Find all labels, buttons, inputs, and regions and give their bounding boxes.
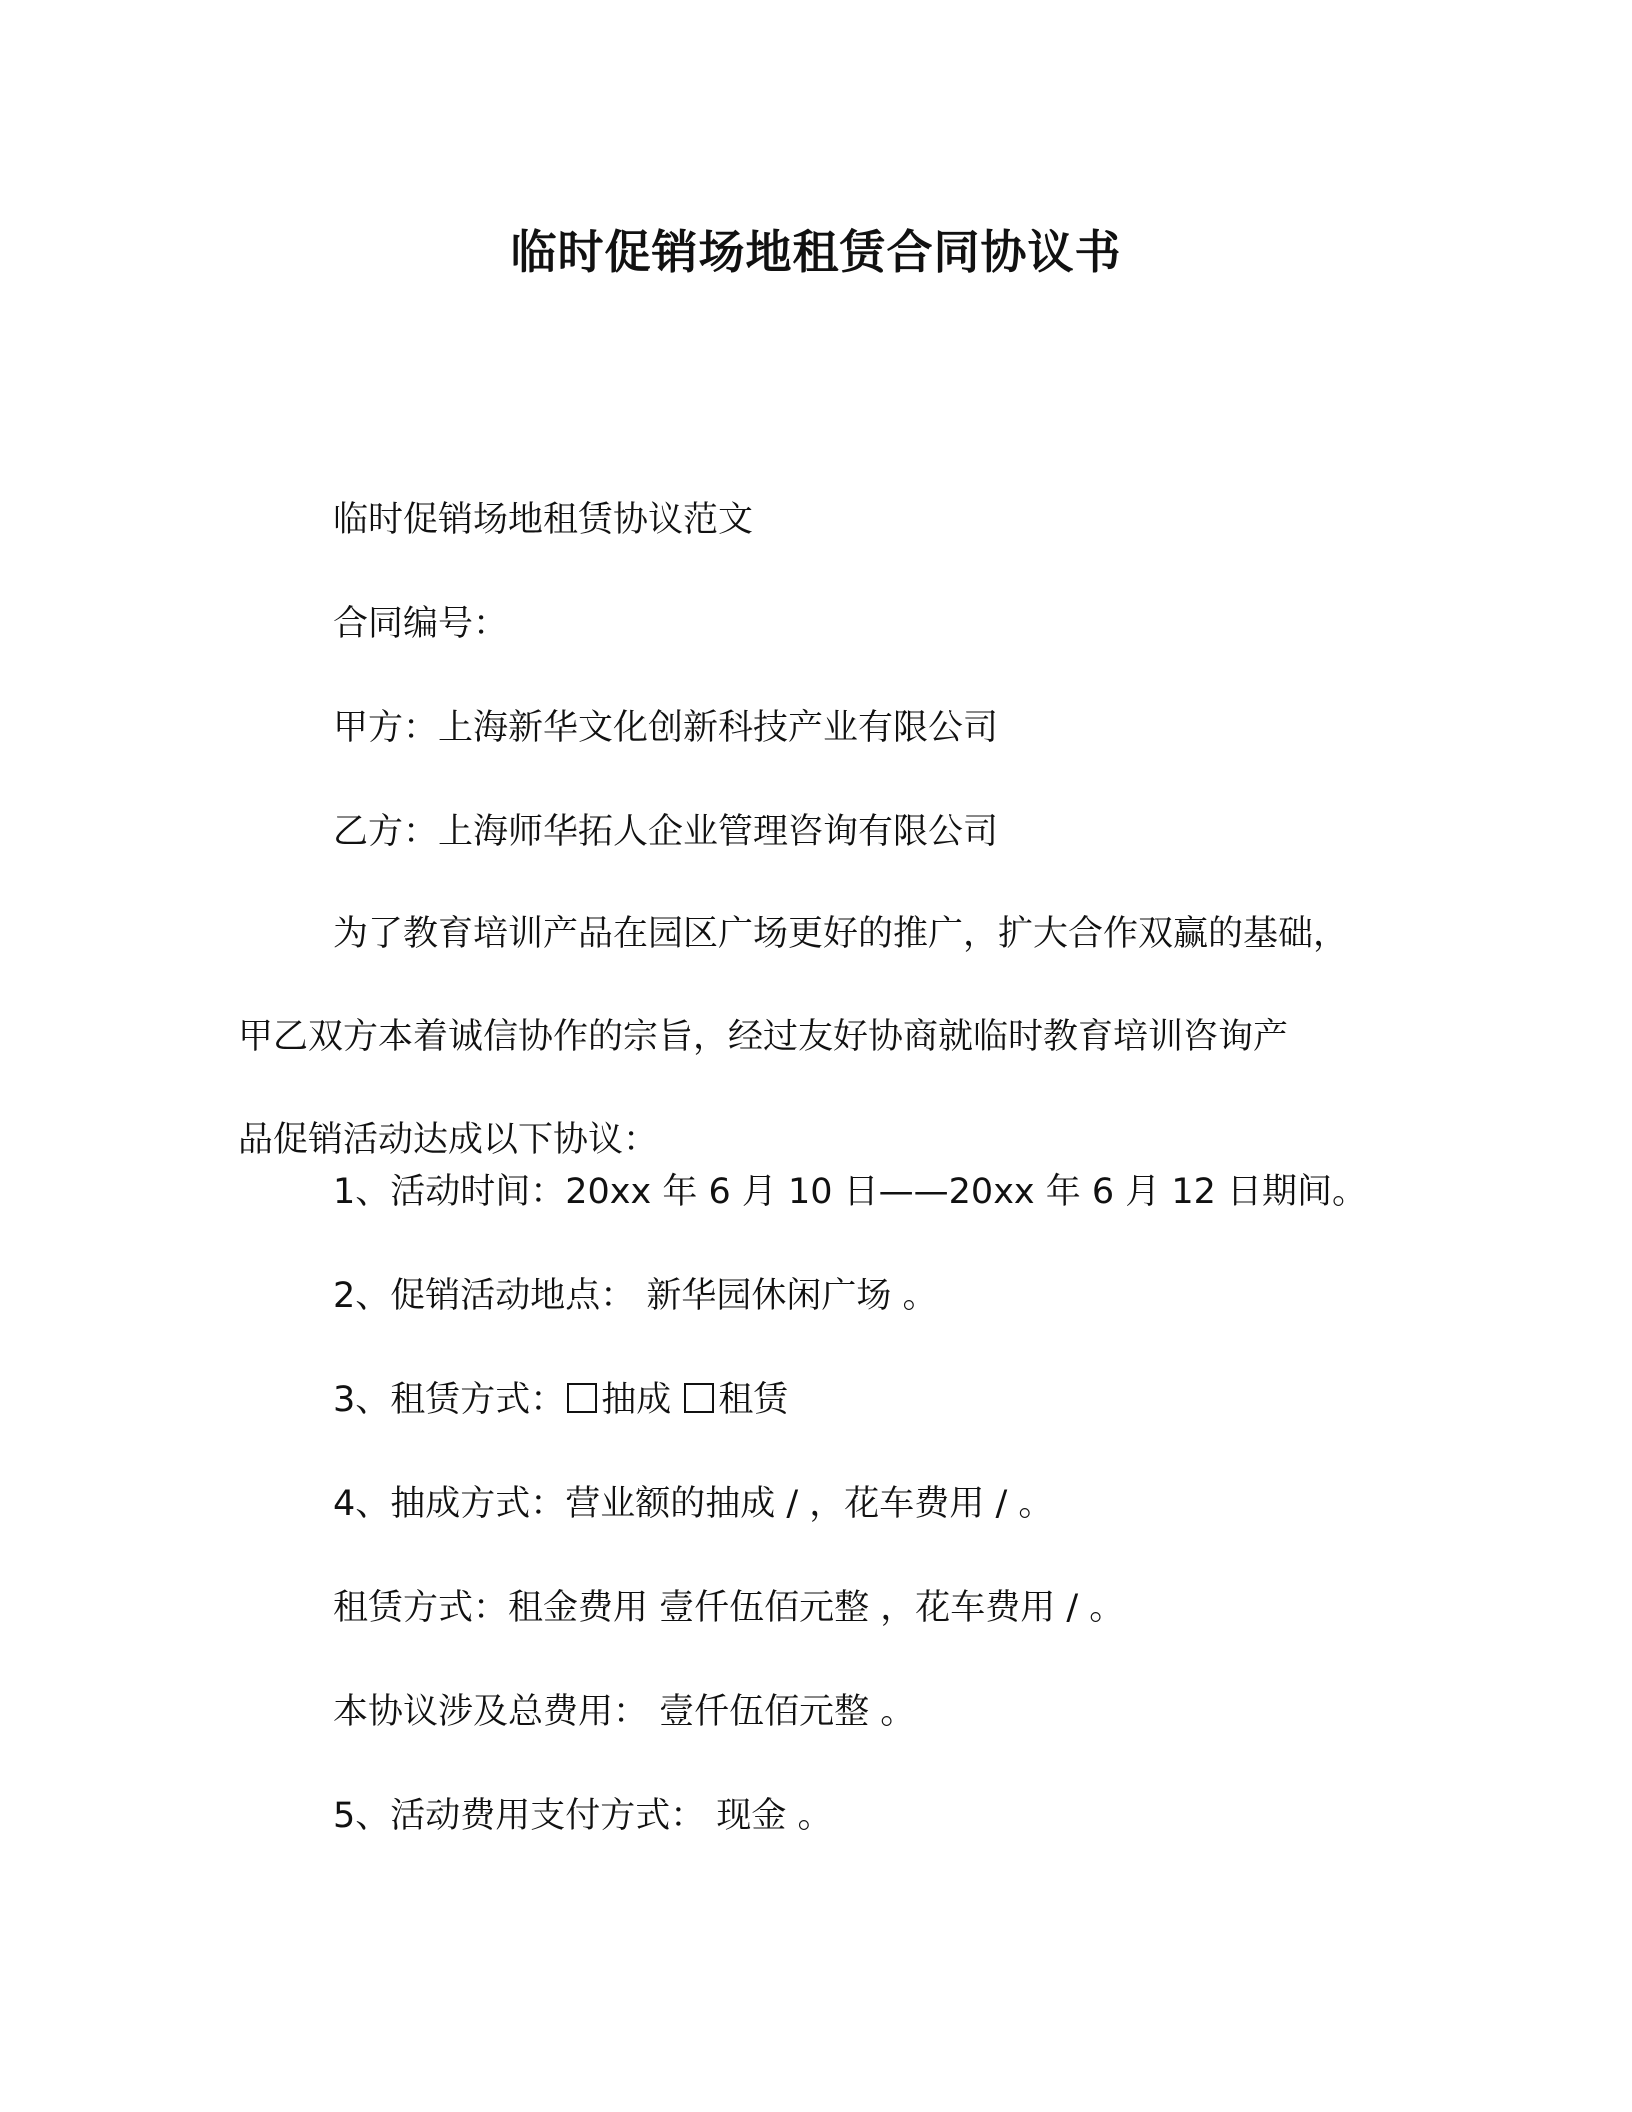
lease-checkbox[interactable] [684,1383,714,1413]
intro-line: 甲乙双方本着诚信协作的宗旨，经过友好协商就临时教育培训咨询产 [238,1017,1289,1057]
clause-lease-method [333,1376,788,1424]
clause-location: 2、促销活动地点： 新华园休闲广场 。 [333,1276,938,1316]
intro-line: 为了教育培训产品在园区广场更好的推广，扩大合作双赢的基础， [333,914,1349,954]
party-a: 甲方：上海新华文化创新科技产业有限公司 [333,708,999,748]
total-fee-line: 本协议涉及总费用： 壹仟伍佰元整 。 [333,1692,916,1732]
intro-paragraph [238,910,1418,1164]
commission-option-label: 抽成 [601,1380,683,1420]
document-title: 临时促销场地租赁合同协议书 [510,225,1122,279]
lease-option-label: 租赁 [718,1380,789,1420]
contract-number-label: 合同编号： [333,604,509,644]
clause-activity-time: 1、活动时间：20xx 年 6 月 10 日——20xx 年 6 月 12 日期间。 [333,1172,1368,1212]
lease-method-label: 3、租赁方式： [333,1380,566,1420]
document-subtitle: 临时促销场地租赁协议范文 [333,500,754,540]
lease-fee-line: 租赁方式：租金费用 壹仟伍佰元整 ，花车费用 / 。 [333,1588,1125,1628]
party-b: 乙方：上海师华拓人企业管理咨询有限公司 [333,812,999,852]
clause-payment-method: 5、活动费用支付方式： 现金 。 [333,1796,833,1836]
intro-line: 品促销活动达成以下协议： [238,1120,659,1160]
clause-commission-method: 4、抽成方式：营业额的抽成 / ，花车费用 / 。 [333,1484,1054,1524]
commission-checkbox[interactable] [567,1383,597,1413]
